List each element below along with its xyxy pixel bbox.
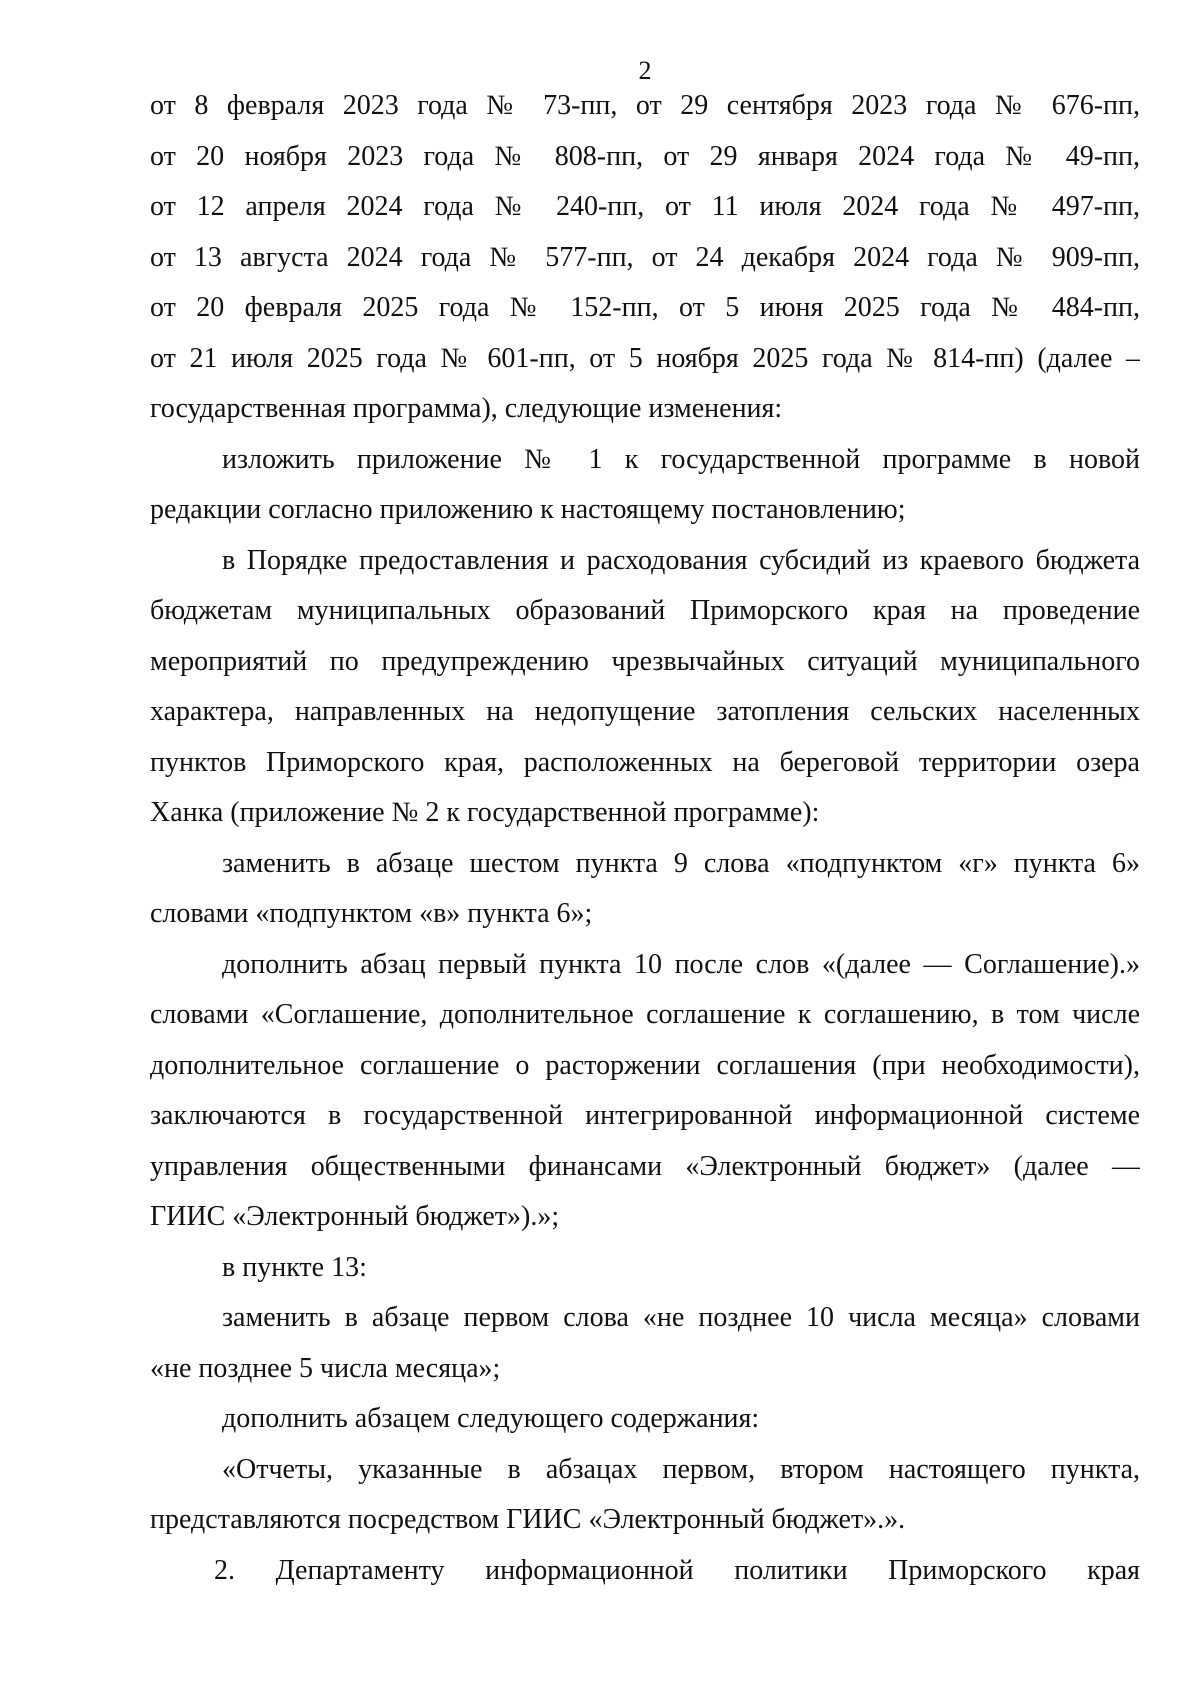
text-line: в Порядке предоставления и расходования субсидий из краевого бюджета <box>222 544 1140 576</box>
text-line: от 13 августа 2024 года № 577-пп, от 24 декабря 2024 года № 909-пп, <box>150 241 1140 273</box>
text-line: «Отчеты, указанные в абзацах первом, втором настоящего пункта, <box>222 1453 1140 1485</box>
text-line: заменить в абзаце шестом пункта 9 слова «подпунктом «г» пункта 6» <box>222 847 1140 879</box>
text-line: государственная программа), следующие изменения: <box>150 393 783 424</box>
text-line: характера, направленных на недопущение затопления сельских населенных <box>150 696 1140 727</box>
text-line: дополнить абзац первый пункта 10 после слов «(далее — Соглашение).» <box>222 948 1140 980</box>
text-line: в пункте 13: <box>222 1251 367 1283</box>
text-line: Ханка (приложение № 2 к государственной программе): <box>150 797 820 828</box>
text-line: дополнить абзацем следующего содержания: <box>222 1403 760 1434</box>
document-body <box>150 81 1140 1596</box>
text-line: от 12 апреля 2024 года № 240-пп, от 11 июля 2024 года № 497-пп, <box>150 191 1140 222</box>
text-line: от 21 июля 2025 года № 601-пп, от 5 ноября 2025 года № 814-пп) (далее – <box>150 342 1140 374</box>
text-line: редакции согласно приложению к настоящему постановлению; <box>150 494 906 525</box>
text-line: от 8 февраля 2023 года № 73-пп, от 29 сентября 2023 года № 676-пп, <box>150 90 1140 121</box>
text-line: от 20 февраля 2025 года № 152-пп, от 5 июня 2025 года № 484-пп, <box>150 292 1140 323</box>
text-line: управления общественными финансами «Электронный бюджет» (далее — <box>150 1150 1140 1182</box>
text-line: словами «Соглашение, дополнительное соглашение к соглашению, в том числе <box>150 999 1140 1030</box>
text-line: ГИИС «Электронный бюджет»).»; <box>150 1201 560 1232</box>
text-line: мероприятий по предупреждению чрезвычайных ситуаций муниципального <box>150 645 1140 677</box>
text-line: бюджетам муниципальных образований Приморского края на проведение <box>150 595 1140 626</box>
text-line: изложить приложение № 1 к государственной программе в новой <box>222 443 1140 475</box>
text-line: представляются посредством ГИИС «Электронный бюджет».». <box>150 1504 906 1535</box>
text-line: заключаются в государственной интегрированной информационной системе <box>150 1100 1140 1131</box>
text-line: 2. Департаменту информационной политики Приморского края <box>214 1554 1140 1586</box>
text-line: от 20 ноября 2023 года № 808-пп, от 29 января 2024 года № 49-пп, <box>150 140 1140 172</box>
text-line: дополнительное соглашение о расторжении соглашения (при необходимости), <box>150 1049 1140 1081</box>
text-line: заменить в абзаце первом слова «не позднее 10 числа месяца» словами <box>222 1302 1140 1333</box>
page-number: 2 <box>638 56 652 85</box>
text-line: словами «подпунктом «в» пункта 6»; <box>150 898 593 929</box>
text-line: пунктов Приморского края, расположенных на береговой территории озера <box>150 746 1140 778</box>
text-line: «не позднее 5 числа месяца»; <box>150 1352 501 1384</box>
